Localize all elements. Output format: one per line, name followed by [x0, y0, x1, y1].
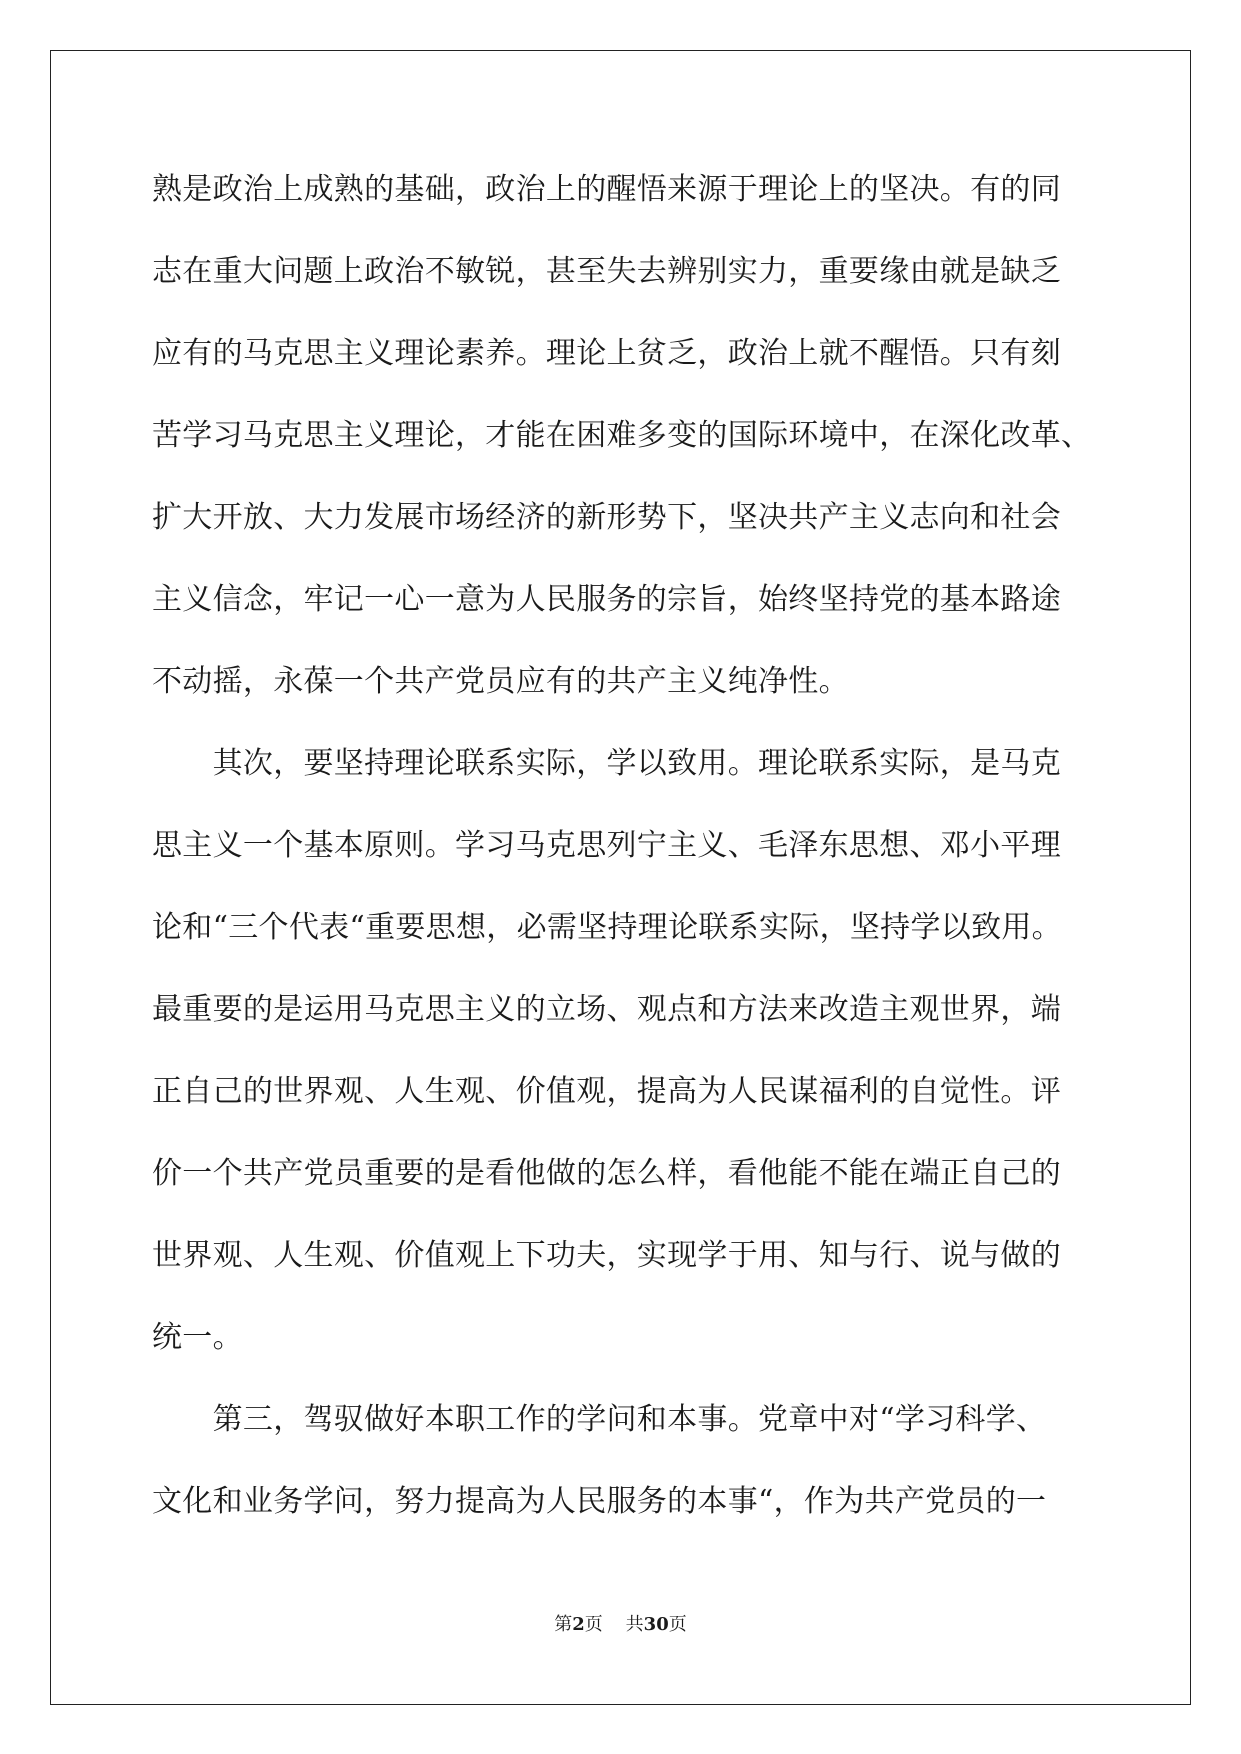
- total-pages: 30: [643, 1614, 669, 1635]
- text-line: 熟是政治上成熟的基础，政治上的醒悟来源于理论上的坚决。有的同: [152, 172, 1061, 207]
- text-line: 主义信念，牢记一心一意为人民服务的宗旨，始终坚持党的基本路途: [152, 582, 1061, 617]
- text-line: 应有的马克思主义理论素养。理论上贫乏，政治上就不醒悟。只有刻: [152, 336, 1061, 371]
- page-border: [50, 50, 1191, 1705]
- text-line: 不动摇，永葆一个共产党员应有的共产主义纯净性。: [152, 664, 849, 699]
- text-line: 扩大开放、大力发展市场经济的新形势下，坚决共产主义志向和社会: [152, 500, 1061, 535]
- text-line: 苦学习马克思主义理论，才能在困难多变的国际环境中，在深化改革、: [152, 418, 1092, 453]
- text-line: 第三，驾驭做好本职工作的学问和本事。党章中对“学习科学、: [152, 1402, 1047, 1437]
- total-prefix: 共: [625, 1614, 644, 1635]
- text-line: 统一。: [152, 1320, 243, 1355]
- text-line: 其次，要坚持理论联系实际，学以致用。理论联系实际，是马克: [152, 746, 1061, 781]
- text-line: 思主义一个基本原则。学习马克思列宁主义、毛泽东思想、邓小平理: [152, 828, 1061, 863]
- text-line: 价一个共产党员重要的是看他做的怎么样，看他能不能在端正自己的: [152, 1156, 1061, 1191]
- text-line: 世界观、人生观、价值观上下功夫，实现学于用、知与行、说与做的: [152, 1238, 1061, 1273]
- text-line: 文化和业务学问，努力提高为人民服务的本事“，作为共产党员的一: [152, 1484, 1047, 1519]
- total-suffix: 页: [668, 1614, 687, 1635]
- text-line: 正自己的世界观、人生观、价值观，提高为人民谋福利的自觉性。评: [152, 1074, 1061, 1109]
- page-suffix: 页: [584, 1614, 603, 1635]
- text-line: 最重要的是运用马克思主义的立场、观点和方法来改造主观世界，端: [152, 992, 1061, 1027]
- page-footer: [0, 1613, 1241, 1637]
- page-prefix: 第: [554, 1614, 573, 1635]
- text-line: 志在重大问题上政治不敏锐，甚至失去辨别实力，重要缘由就是缺乏: [152, 254, 1061, 289]
- text-line: 论和“三个代表“重要思想，必需坚持理论联系实际，坚持学以致用。: [152, 910, 1062, 945]
- page-number: 2: [572, 1614, 585, 1635]
